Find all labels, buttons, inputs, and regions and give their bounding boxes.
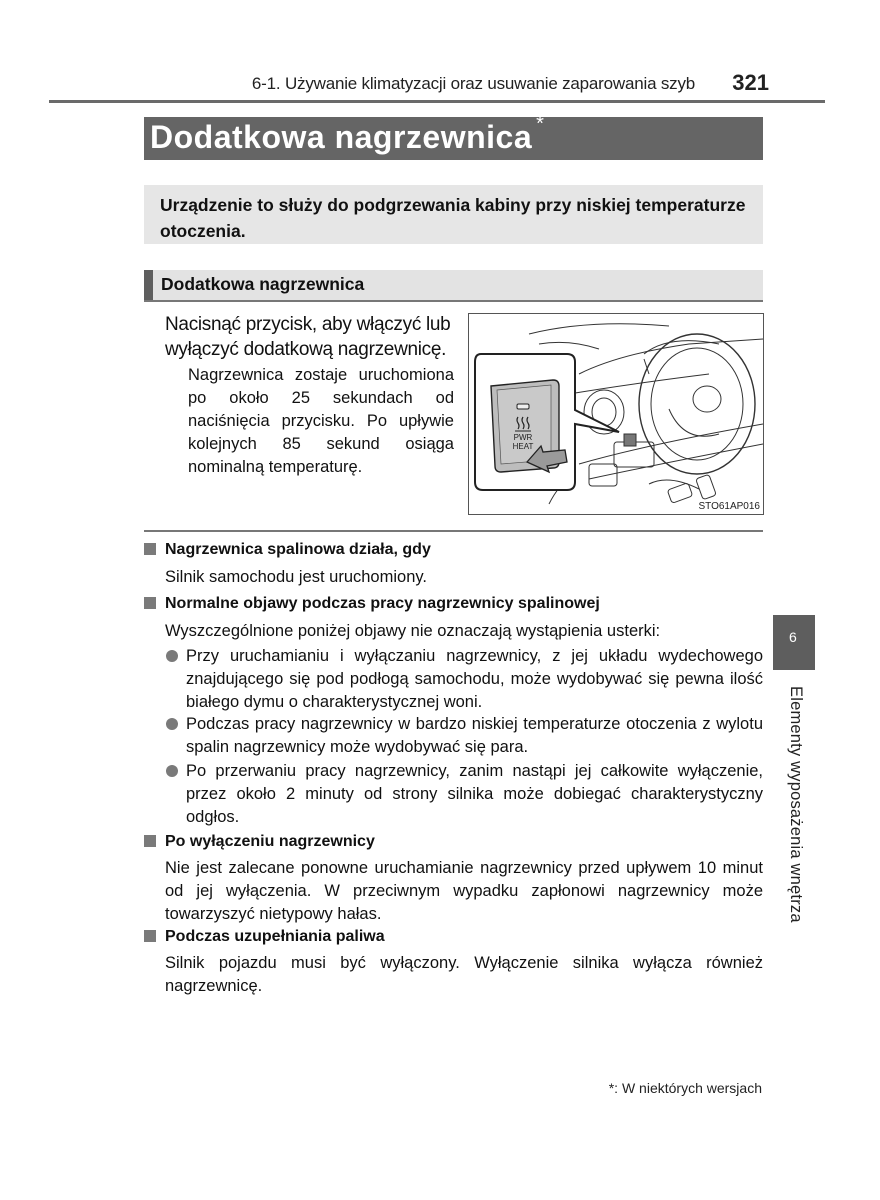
page-number: 321	[732, 70, 769, 95]
note-heading	[144, 595, 600, 613]
section-heading	[144, 270, 763, 302]
button-label-heat: HEAT	[512, 442, 534, 451]
running-header	[49, 70, 825, 102]
note-body: Silnik pojazdu musi być wyłączony. Wyłączenie silnika wyłącza również nagrzewnicę.	[165, 954, 763, 995]
note-heading-text: Normalne objawy podczas pracy nagrzewnicy spalinowej	[165, 595, 600, 612]
note-body: Wyszczególnione poniżej objawy nie oznaczają wystąpienia usterki:	[165, 622, 661, 640]
round-bullet-icon	[166, 650, 178, 662]
square-bullet-icon	[144, 597, 156, 609]
instruction-detail: Nagrzewnica zostaje uruchomiona po około 25 sekundach od naciśnięcia przycisku. Po upływie kolejnych 85 sekund osiąga nominalną temperaturę.	[188, 366, 454, 476]
chapter-tab-number: 6	[789, 629, 797, 645]
bullet-text: Podczas pracy nagrzewnicy w bardzo niskiej temperaturze otoczenia z wylotu spalin nagrzewnicy może wydobywać się para.	[186, 715, 763, 756]
page-title-banner	[144, 113, 763, 160]
bullet-item	[166, 645, 763, 714]
bullet-text: Przy uruchamianiu i wyłączaniu nagrzewnicy, z jej układu wydechowego znajdującego się pod podłogą samochodu, może wydobywać się pewna ilość białego dymu o charakterystycznej woni.	[186, 647, 763, 711]
note-heading-text: Nagrzewnica spalinowa działa, gdy	[165, 541, 431, 558]
dashboard-illustration	[468, 313, 764, 515]
round-bullet-icon	[166, 718, 178, 730]
intro-box	[144, 185, 763, 244]
dashboard-drawing	[469, 314, 763, 514]
asterisk-marker: *	[536, 113, 545, 136]
chapter-tab	[773, 615, 815, 670]
note-heading	[144, 928, 385, 946]
square-bullet-icon	[144, 543, 156, 555]
section-heading-text: Dodatkowa nagrzewnica	[161, 274, 365, 294]
header-rule	[49, 100, 825, 103]
figure-id: STO61AP016	[698, 501, 760, 512]
section-heading-bar	[144, 270, 153, 300]
note-heading-text: Podczas uzupełniania paliwa	[165, 928, 385, 945]
bullet-item	[166, 713, 763, 759]
intro-text: Urządzenie to służy do podgrzewania kabiny przy niskiej temperaturze otoczenia.	[160, 195, 746, 241]
page-title-text: Dodatkowa nagrzewnica	[150, 119, 533, 155]
note-heading	[144, 541, 431, 559]
instruction-text: Nacisnąć przycisk, aby włączyć lub wyłączyć dodatkową nagrzewnicę.	[165, 314, 451, 360]
chapter-tab-label: Elementy wyposażenia wnętrza	[787, 686, 805, 923]
round-bullet-icon	[166, 765, 178, 777]
note-heading	[144, 833, 375, 851]
square-bullet-icon	[144, 835, 156, 847]
bullet-text: Po przerwaniu pracy nagrzewnicy, zanim nastąpi jej całkowite wyłączenie, przez około 2 minuty od strony silnika może dobiegać charakterystyczny odgłos.	[186, 762, 763, 826]
square-bullet-icon	[144, 930, 156, 942]
note-body: Nie jest zalecane ponowne uruchamianie nagrzewnicy przed upływem 10 minut od jej wyłączenia. W przeciwnym wypadku zapłonowi nagrzewnicy może towarzyszyć nietypowy hałas.	[165, 859, 763, 923]
note-heading-text: Po wyłączeniu nagrzewnicy	[165, 833, 375, 850]
bullet-item	[166, 760, 763, 829]
note-body: Silnik samochodu jest uruchomiony.	[165, 568, 427, 586]
button-label-pwr: PWR	[513, 433, 533, 442]
chapter-title: 6-1. Używanie klimatyzacji oraz usuwanie zaparowania szyb	[251, 74, 695, 93]
footnote: *: W niektórych wersjach	[608, 1080, 762, 1096]
page-title	[150, 113, 545, 156]
section-divider	[144, 530, 763, 532]
